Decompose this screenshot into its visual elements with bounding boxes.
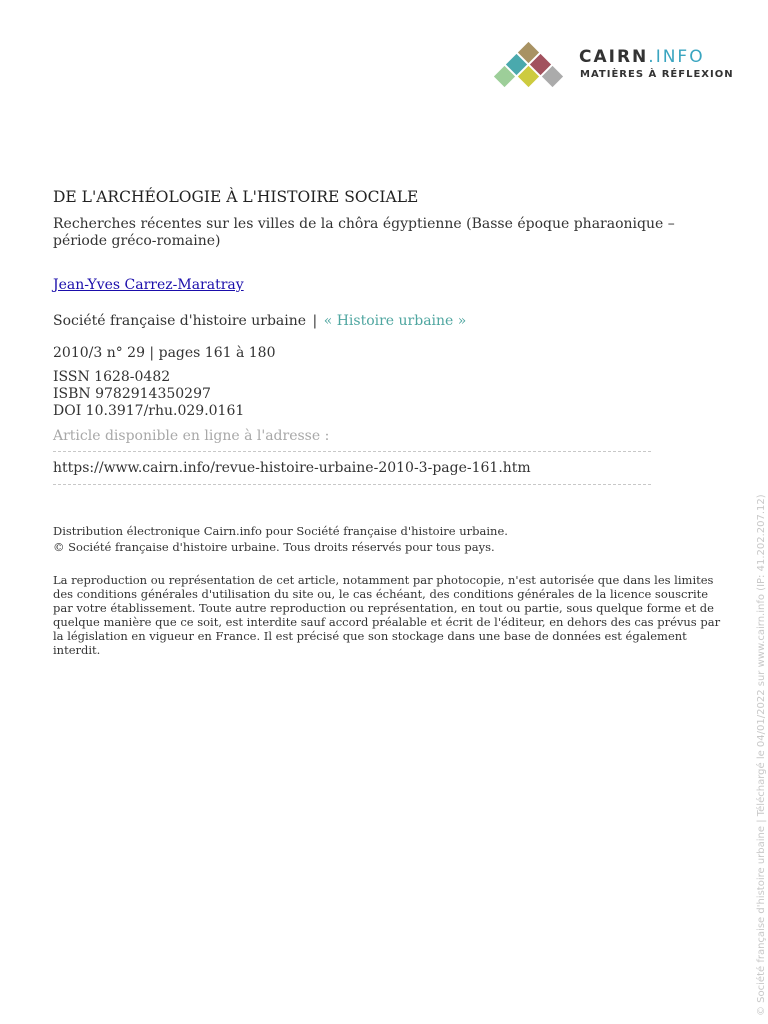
separator: | [312, 313, 318, 329]
publication-line [53, 313, 693, 329]
logo-name: CAIRN.INFO [579, 47, 705, 67]
article-info [53, 188, 721, 657]
download-watermark: © Société française d'histoire urbaine | Téléchargé le 04/01/2022 sur www.cairn.info (IP: 41.202.207.12) [756, 494, 767, 1016]
distribution-line-2: © Société française d'histoire urbaine. Tous droits réservés pour tous pays. [53, 540, 495, 554]
divider-bottom [53, 484, 651, 485]
issn: ISSN 1628-0482 [53, 369, 171, 385]
identifiers [53, 369, 693, 420]
article-title: DE L'ARCHÉOLOGIE À L'HISTOIRE SOCIALE [53, 188, 419, 206]
doi: DOI 10.3917/rhu.029.0161 [53, 403, 245, 419]
journal-link[interactable]: « Histoire urbaine » [323, 313, 467, 329]
isbn: ISBN 9782914350297 [53, 386, 211, 402]
article-url[interactable]: https://www.cairn.info/revue-histoire-urbaine-2010-3-page-161.htm [53, 460, 531, 476]
availability-label: Article disponible en ligne à l'adresse : [53, 428, 330, 444]
publisher-name: Société française d'histoire urbaine [53, 313, 307, 329]
distribution-line-1: Distribution électronique Cairn.info pour Société française d'histoire urbaine. [53, 524, 508, 538]
article-subtitle: Recherches récentes sur les villes de la chôra égyptienne (Basse époque pharaonique – période gréco-romaine) [53, 216, 675, 249]
issue-info: 2010/3 n° 29 | pages 161 à 180 [53, 345, 276, 361]
logo-tagline: MATIÈRES À RÉFLEXION [580, 69, 734, 80]
author-link[interactable]: Jean-Yves Carrez-Maratray [53, 277, 244, 293]
divider-top [53, 451, 651, 452]
cairn-diamonds-icon [488, 42, 570, 90]
distribution-notice [53, 523, 693, 555]
legal-notice: La reproduction ou représentation de cet article, notamment par photocopie, n'est autorisée que dans les limites des conditions générales d'utilisation du site ou, le cas échéant, des conditions générales de la licence souscrite par votre établissement. Toute autre reproduction ou représentation, en tout ou partie, sous quelque forme et de quelque manière que ce soit, est interdite sauf accord préalable et écrit de l'éditeur, en dehors des cas prévus par la législation en vigueur en France. Il est précisé que son stockage dans une base de données est également interdit. [53, 573, 721, 657]
cairn-logo [488, 42, 734, 90]
